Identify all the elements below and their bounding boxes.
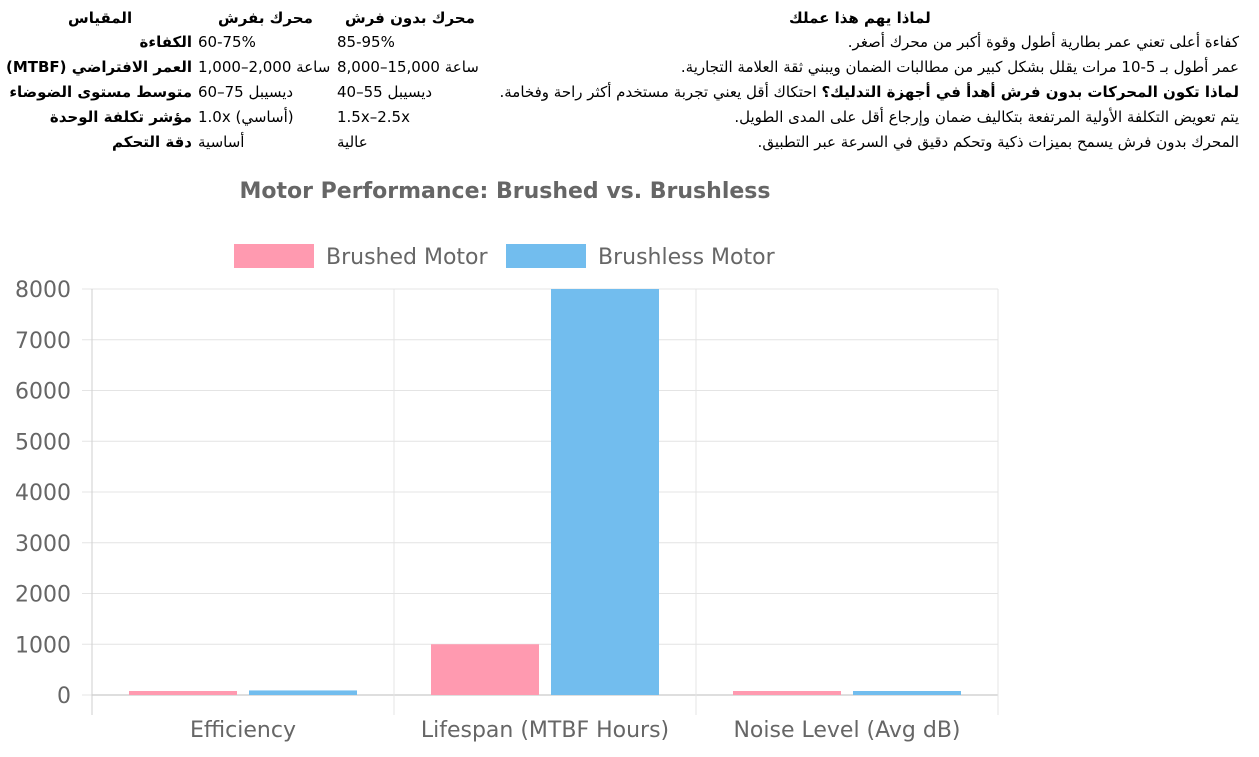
header-metric: المقياس xyxy=(68,9,133,27)
table-header-row xyxy=(0,6,1259,30)
chart-legend xyxy=(234,244,776,270)
y-tick-label: 1000 xyxy=(15,633,71,659)
x-tick-label: Lifespan (MTBF Hours) xyxy=(420,718,670,743)
y-tick-label: 7000 xyxy=(15,328,71,354)
row-brushed-value: 1.0x (أساسي) xyxy=(198,108,294,126)
row-brushless-value: 8,000–15,000 ساعة xyxy=(337,58,479,76)
row-why xyxy=(500,80,1240,104)
row-brushed-value: 60–75 ديسيبل xyxy=(198,83,294,101)
row-why-text: عمر أطول بـ 5-10 مرات يقلل بشكل كبير من مطالبات الضمان ويبني ثقة العلامة التجارية. xyxy=(680,58,1239,76)
row-brushed-value: أساسية xyxy=(198,133,245,151)
row-why-text: احتكاك أقل يعني تجربة مستخدم أكثر راحة وفخامة. xyxy=(499,83,822,101)
row-why-text: يتم تعويض التكلفة الأولية المرتفعة بتكاليف ضمان وإرجاع أقل على المدى الطويل. xyxy=(734,108,1239,126)
y-tick-label: 8000 xyxy=(15,278,71,303)
table-row xyxy=(0,130,1259,154)
row-why-text: كفاءة أعلى تعني عمر بطارية أطول وقوة أكبر من محرك أصغر. xyxy=(847,33,1239,51)
bar-2-0 xyxy=(733,691,841,695)
table-row xyxy=(0,30,1259,54)
bar-2-1 xyxy=(853,691,961,695)
row-metric: متوسط مستوى الضوضاء xyxy=(9,83,192,101)
row-why xyxy=(848,30,1239,54)
y-tick-label: 2000 xyxy=(15,582,71,608)
bar-chart xyxy=(0,170,1010,757)
row-brushless-value: 40–55 ديسيبل xyxy=(337,83,433,101)
bar-1-0 xyxy=(431,644,539,695)
header-brushed: محرك بفرش xyxy=(218,9,313,27)
row-brushless-value: 85-95% xyxy=(337,33,395,51)
row-why-bold: لماذا تكون المحركات بدون فرش أهدأ في أجهزة التدليك؟ xyxy=(821,83,1239,101)
row-metric: الكفاءة xyxy=(139,33,192,51)
x-tick-label: Noise Level (Avg dB) xyxy=(733,718,961,743)
row-metric: العمر الافتراضي (MTBF) xyxy=(5,58,192,76)
bar-0-1 xyxy=(249,690,357,695)
row-why-text: المحرك بدون فرش يسمح بميزات ذكية وتحكم دقيق في السرعة عبر التطبيق. xyxy=(757,133,1239,151)
legend-swatch xyxy=(506,244,586,268)
row-why xyxy=(758,130,1239,154)
row-brushed-value: 1,000–2,000 ساعة xyxy=(198,58,331,76)
row-brushless-value: عالية xyxy=(337,133,368,151)
row-why xyxy=(681,55,1239,79)
table-row xyxy=(0,105,1259,129)
legend-swatch xyxy=(234,244,314,268)
row-brushless-value: 1.5x–2.5x xyxy=(337,108,410,126)
row-why xyxy=(734,105,1239,129)
table-row xyxy=(0,55,1259,79)
y-tick-label: 3000 xyxy=(15,531,71,557)
row-metric: دقة التحكم xyxy=(111,133,192,151)
bar-0-0 xyxy=(129,691,237,695)
chart-axes xyxy=(190,718,961,743)
legend-label: Brushed Motor xyxy=(326,245,488,270)
x-tick-label: Efficiency xyxy=(190,718,296,743)
table-row xyxy=(0,80,1259,104)
header-why: لماذا يهم هذا عملك xyxy=(789,9,931,27)
chart-title: Motor Performance: Brushed vs. Brushless xyxy=(239,179,771,204)
legend-label: Brushless Motor xyxy=(598,245,775,270)
y-tick-label: 4000 xyxy=(15,481,71,506)
y-tick-label: 0 xyxy=(57,684,71,709)
y-tick-label: 5000 xyxy=(15,430,71,456)
row-metric: مؤشر تكلفة الوحدة xyxy=(49,108,192,126)
y-tick-label: 6000 xyxy=(15,379,71,405)
row-brushed-value: 60-75% xyxy=(198,33,256,51)
header-brushless: محرك بدون فرش xyxy=(345,9,475,27)
bar-1-1 xyxy=(551,289,659,695)
